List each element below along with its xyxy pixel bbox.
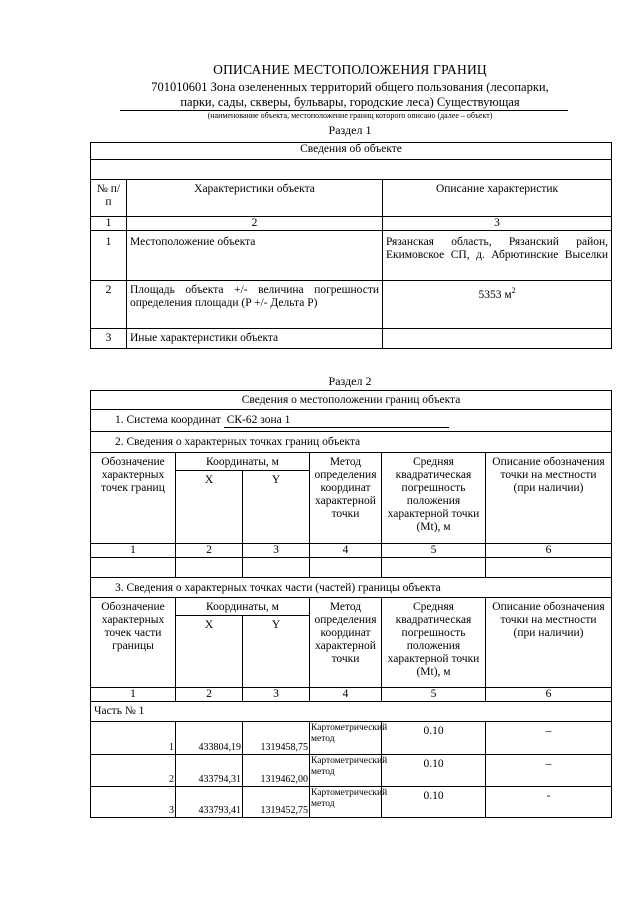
empty-cell bbox=[176, 558, 243, 578]
part-label: Часть № 1 bbox=[91, 702, 612, 722]
col-header-point-description: Описание обозначения точки на местности (при наличии) bbox=[486, 598, 612, 688]
col-index: 4 bbox=[310, 544, 382, 558]
empty-cell bbox=[382, 558, 486, 578]
col-header-point-designation: Обозначение характерных точек границ bbox=[91, 453, 176, 544]
section-2-title: Раздел 2 bbox=[328, 374, 372, 388]
col-header-description: Описание характеристик bbox=[383, 180, 612, 217]
point-y: 1319462,00 bbox=[243, 755, 310, 787]
col-index: 1 bbox=[91, 544, 176, 558]
point-description: – bbox=[486, 755, 612, 787]
empty-cell bbox=[91, 558, 176, 578]
table-row bbox=[91, 722, 612, 755]
object-info-table bbox=[90, 142, 612, 349]
col-index: 1 bbox=[91, 688, 176, 702]
point-error: 0.10 bbox=[382, 755, 486, 787]
col-header-error: Средняя квадратическая погрешность положения характерной точки (Mt), м bbox=[382, 453, 486, 544]
col-header-coordinates: Координаты, м bbox=[176, 598, 310, 616]
col-header-part-point-designation: Обозначение характерных точек части границы bbox=[91, 598, 176, 688]
row-number: 2 bbox=[91, 281, 127, 329]
col-header-y: Y bbox=[243, 616, 310, 688]
point-y: 1319452,75 bbox=[243, 787, 310, 818]
point-number: 3 bbox=[91, 787, 176, 818]
point-x: 433804,19 bbox=[176, 722, 243, 755]
col-index: 1 bbox=[91, 217, 127, 231]
point-number: 1 bbox=[91, 722, 176, 755]
col-index: 6 bbox=[486, 544, 612, 558]
col-header-number: № п/п bbox=[91, 180, 127, 217]
row-value: Рязанская область, Рязанский район, Екимовское СП, д. Абрютинские Выселки bbox=[383, 231, 612, 281]
coordinate-system-row bbox=[91, 410, 612, 432]
col-index: 6 bbox=[486, 688, 612, 702]
col-index: 3 bbox=[243, 688, 310, 702]
col-index: 3 bbox=[243, 544, 310, 558]
point-description: – bbox=[486, 722, 612, 755]
col-index: 2 bbox=[176, 688, 243, 702]
object-name-line-2: парки, сады, скверы, бульвары, городские леса) Существующая bbox=[180, 95, 520, 109]
boundary-location-table bbox=[90, 390, 612, 818]
col-header-coordinates: Координаты, м bbox=[176, 453, 310, 471]
empty-cell bbox=[486, 558, 612, 578]
row-characteristic: Местоположение объекта bbox=[127, 231, 383, 281]
parts-section-title: 3. Сведения о характерных точках части (частей) границы объекта bbox=[91, 578, 612, 598]
row-characteristic: Площадь объекта +/- величина погрешности определения площади (P +/- Дельта P) bbox=[127, 281, 383, 329]
col-index: 3 bbox=[383, 217, 612, 231]
point-error: 0.10 bbox=[382, 722, 486, 755]
point-number: 2 bbox=[91, 755, 176, 787]
col-index: 5 bbox=[382, 544, 486, 558]
coordinate-system-value: СК-62 зона 1 bbox=[224, 414, 449, 428]
col-header-point-description: Описание обозначения точки на местности (при наличии) bbox=[486, 453, 612, 544]
point-description: - bbox=[486, 787, 612, 818]
row-value bbox=[383, 281, 612, 329]
col-index: 5 bbox=[382, 688, 486, 702]
row-characteristic: Иные характеристики объекта bbox=[127, 329, 383, 349]
point-method: Картометрический метод bbox=[310, 787, 382, 818]
col-index: 4 bbox=[310, 688, 382, 702]
empty-row bbox=[91, 160, 612, 180]
col-index: 2 bbox=[127, 217, 383, 231]
section-1-title: Раздел 1 bbox=[328, 123, 372, 137]
col-header-x: X bbox=[176, 471, 243, 544]
object-name-line-1: 701010601 Зона озелененных территорий общего пользования (лесопарки, bbox=[151, 80, 549, 94]
point-method: Картометрический метод bbox=[310, 722, 382, 755]
point-y: 1319458,75 bbox=[243, 722, 310, 755]
empty-cell bbox=[243, 558, 310, 578]
object-info-table-title: Сведения об объекте bbox=[91, 143, 612, 160]
table-row bbox=[91, 787, 612, 818]
col-header-error: Средняя квадратическая погрешность положения характерной точки (Mt), м bbox=[382, 598, 486, 688]
empty-cell bbox=[310, 558, 382, 578]
point-x: 433793,41 bbox=[176, 787, 243, 818]
points-section-title: 2. Сведения о характерных точках границ объекта bbox=[91, 432, 612, 453]
table-row bbox=[91, 755, 612, 787]
coordinate-system-label: 1. Система координат bbox=[115, 414, 221, 426]
document-title: ОПИСАНИЕ МЕСТОПОЛОЖЕНИЯ ГРАНИЦ bbox=[213, 62, 487, 77]
point-error: 0.10 bbox=[382, 787, 486, 818]
col-header-method: Метод определения координат характерной точки bbox=[310, 598, 382, 688]
col-header-method: Метод определения координат характерной точки bbox=[310, 453, 382, 544]
boundary-table-title: Сведения о местоположении границ объекта bbox=[91, 391, 612, 410]
area-value: 5353 м bbox=[478, 288, 512, 301]
row-number: 3 bbox=[91, 329, 127, 349]
point-x: 433794,31 bbox=[176, 755, 243, 787]
col-header-characteristics: Характеристики объекта bbox=[127, 180, 383, 217]
col-header-x: X bbox=[176, 616, 243, 688]
object-name-caption: (наименование объекта, местоположение границ которого описано (далее – объект) bbox=[207, 111, 493, 120]
col-header-y: Y bbox=[243, 471, 310, 544]
row-number: 1 bbox=[91, 231, 127, 281]
col-index: 2 bbox=[176, 544, 243, 558]
point-method: Картометрический метод bbox=[310, 755, 382, 787]
row-value bbox=[383, 329, 612, 349]
area-unit-superscript: 2 bbox=[511, 286, 516, 295]
